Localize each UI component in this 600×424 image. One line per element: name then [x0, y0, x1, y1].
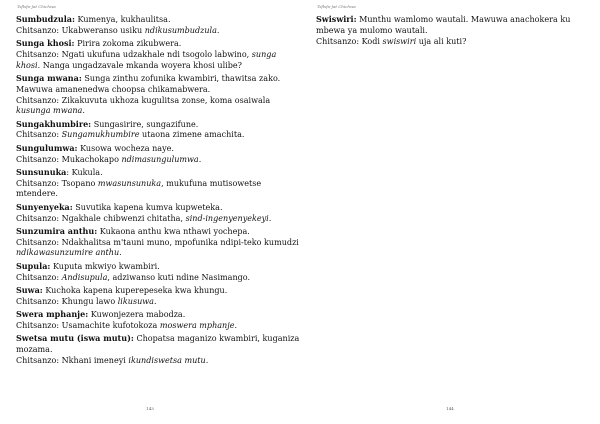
definition: Kukaona anthu kwa nthawi yochepa.: [97, 226, 250, 236]
right-page: [316, 0, 600, 424]
example-text: Chitsanzo: Mukachokapo: [16, 154, 122, 164]
entry-headword-line: [16, 143, 300, 155]
example-text: Chitsanzo:: [16, 130, 62, 140]
headword: Sungakhumbire:: [16, 118, 92, 129]
example-sentence: [16, 214, 300, 225]
example-sentence: [16, 26, 300, 37]
entry-headword-line: [16, 261, 300, 273]
dictionary-entry: [16, 226, 300, 259]
example-text: Chitsanzo: Usamachite kufotokoza: [16, 320, 160, 330]
headword: Supula:: [16, 260, 51, 271]
headword: Sunga khosi:: [16, 38, 75, 49]
example-sentence: [16, 356, 300, 367]
definition: Suvutika kapena kumva kupweteka.: [72, 202, 223, 212]
example-text: Chitsanzo: Nkhani imeneyi: [16, 355, 129, 365]
dictionary-entry: [16, 309, 300, 332]
example-text: .: [205, 355, 209, 365]
definition: Kumenya, kukhaulitsa.: [74, 15, 171, 24]
headword: Suwa:: [16, 284, 43, 295]
definition: Munthu wamlomo wautali. Mawuwa anachokera ku mbewa ya mulomo wautali.: [316, 15, 571, 35]
example-sentence: [16, 273, 300, 284]
example-text: .: [119, 248, 122, 258]
headword: Swiswiri:: [316, 14, 357, 24]
dictionary-entry: [16, 119, 300, 142]
headword: Swetsa mutu (iswa mutu):: [16, 333, 134, 344]
example-sentence: [16, 179, 300, 201]
left-page: [16, 0, 300, 424]
example-text: .: [198, 154, 202, 164]
definition: Kuputa mkwiyo kwambiri.: [50, 261, 160, 271]
example-highlight: ndikusumbudzula: [144, 25, 217, 35]
example-text: Chitsanzo: Ngakhale chibwenzi chitatha,: [16, 213, 186, 223]
example-sentence: [316, 37, 600, 48]
example-highlight: mwasunsunuka: [97, 178, 162, 188]
definition: Kuchoka kapena kuperepeseka kwa khungu.: [42, 285, 228, 295]
example-text: Chitsanzo: Zikakuvuta ukhoza kugulitsa zonse, koma osaiwala: [16, 95, 271, 105]
example-text: Chitsanzo: Ndakhalitsa m'tauni muno, mpofunika ndipi-teko kumudzi: [16, 237, 299, 247]
example-text: Chitsanzo: Ngati ukufuna udzakhale ndi tsogolo labwino,: [16, 49, 252, 59]
page-number: 143: [146, 406, 154, 411]
example-highlight: Andisupula: [61, 272, 108, 282]
entry-headword-line: [16, 202, 300, 214]
dictionary-entry: [16, 14, 300, 37]
dictionary-entry: [16, 38, 300, 71]
example-sentence: [16, 50, 300, 72]
entries-list: [16, 14, 300, 368]
example-highlight: moswera mphanje: [159, 320, 235, 330]
example-text: Chitsanzo: Kodi: [316, 36, 383, 46]
headword: Sungulumwa:: [16, 142, 78, 153]
running-head: Tsflsfa-Jat Chichwa: [317, 4, 356, 9]
example-sentence: [16, 238, 300, 260]
example-text: .: [82, 106, 85, 116]
example-text: , mukufuna mutisowetse mtendere.: [16, 178, 262, 199]
entry-headword-line: [16, 119, 300, 131]
example-highlight: sunga khosi: [16, 49, 277, 70]
example-text: .: [216, 25, 220, 35]
example-text: Chitsanzo: Khungu lawo: [16, 296, 118, 306]
definition: Chopatsa maganizo kwambiri, kuganiza mozama.: [16, 334, 300, 354]
dictionary-entry: [16, 285, 300, 308]
entry-headword-line: [16, 226, 300, 238]
headword: Sunsunuka: [16, 166, 67, 177]
example-sentence: [16, 321, 300, 332]
running-head: Tsflsfa-Jat Chichwa: [17, 4, 56, 9]
definition: Pirira zokoma zikubwera.: [74, 39, 182, 49]
example-text: Chitsanzo: Ukabweranso usiku: [16, 25, 145, 35]
dictionary-entry: [16, 202, 300, 225]
example-sentence: [16, 96, 300, 118]
example-sentence: [16, 130, 300, 141]
entry-headword-line: [16, 285, 300, 297]
definition: Kusowa wocheza naye.: [77, 143, 174, 153]
entry-headword-line: [16, 38, 300, 50]
headword: Sunzumira anthu:: [16, 225, 98, 236]
example-highlight: swiswiri: [382, 36, 417, 46]
headword: Sumbudzula:: [16, 14, 75, 24]
dictionary-entry: [16, 261, 300, 284]
entry-headword-line: [16, 333, 300, 356]
example-sentence: [16, 155, 300, 166]
entry-headword-line: [316, 14, 600, 37]
example-text: . Nanga ungadzavale mkanda woyera khosi ulibe?: [37, 60, 242, 70]
example-highlight: sind-ingenyenyekeyi: [185, 213, 269, 223]
example-sentence: [16, 297, 300, 308]
definition: Kuwonjezera mabodza.: [88, 309, 186, 319]
definition: Sunga zinthu zofunika kwambiri, thawitsa zako. Mawuwa amanenedwa choopsa chikamabwera.: [16, 73, 281, 94]
example-text: .: [153, 296, 157, 306]
example-text: Chitsanzo: Tsopano: [16, 178, 98, 188]
entry-headword-line: [16, 73, 300, 96]
dictionary-entry: [16, 143, 300, 166]
entry-headword-line: [16, 14, 300, 26]
example-highlight: ndimasungulumwa: [121, 154, 199, 164]
example-text: .: [268, 213, 272, 223]
dictionary-entry: [16, 73, 300, 117]
example-text: uja ali kuti?: [416, 36, 467, 46]
entry-headword-line: [16, 167, 300, 179]
headword: Sunyenyeka:: [16, 201, 73, 212]
example-highlight: Sungamukhumbire: [61, 130, 140, 140]
page-number: 144: [446, 406, 454, 411]
example-text: Chitsanzo:: [16, 272, 62, 282]
definition: : Kukula.: [66, 167, 103, 177]
definition: Sungasirire, sungazifune.: [91, 119, 199, 129]
dictionary-entry: [16, 167, 300, 200]
example-highlight: ndikawasunzumire anthu: [16, 248, 120, 258]
example-highlight: likusuwa: [117, 296, 154, 306]
headword: Swera mphanje:: [16, 308, 89, 319]
entries-list: [316, 14, 600, 49]
example-text: utaona zimene amachita.: [139, 130, 245, 140]
dictionary-entry: [316, 14, 600, 47]
example-highlight: kusunga mwana: [16, 106, 83, 116]
example-text: , adziwanso kuti ndine Nasimango.: [107, 272, 251, 282]
entry-headword-line: [16, 309, 300, 321]
example-text: .: [234, 320, 238, 330]
headword: Sunga mwana:: [16, 72, 82, 83]
example-highlight: ikundiswetsa mutu: [128, 355, 206, 365]
dictionary-entry: [16, 333, 300, 366]
